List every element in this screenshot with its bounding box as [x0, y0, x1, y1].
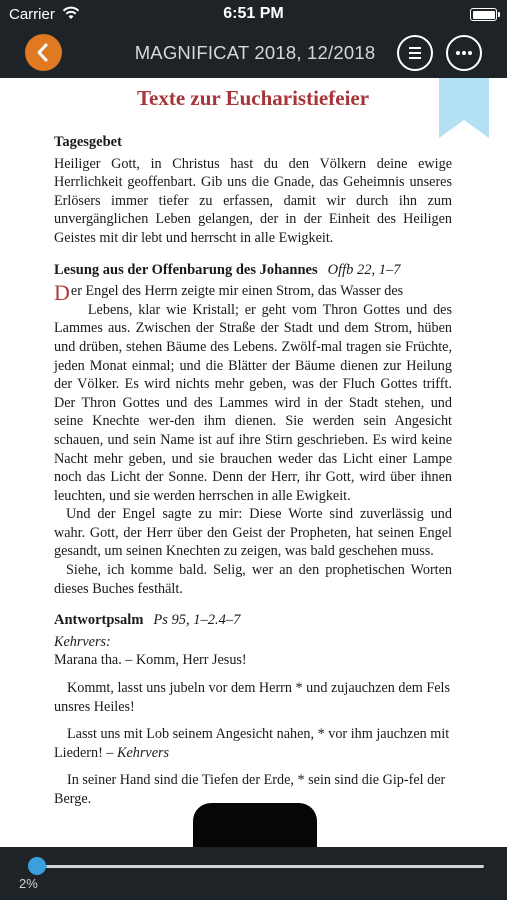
lesung-heading: Lesung aus der Offenbarung des Johannes	[54, 261, 318, 278]
kehrvers-text: Marana tha. – Komm, Herr Jesus!	[54, 652, 247, 669]
progress-percent: 2%	[19, 876, 38, 891]
psalm-verse: In seiner Hand sind die Tiefen der Erde, * sein sind die Gip-fel der Berge.	[54, 772, 446, 807]
lesung-paragraph-3: Siehe, ich komme bald. Selig, wer an den prophetischen Worten dieses Buches festhält.	[54, 562, 452, 597]
menu-button[interactable]	[397, 35, 433, 71]
list-icon	[399, 37, 431, 69]
drop-cap: D	[54, 280, 70, 306]
tagesgebet-section	[54, 133, 452, 248]
nav-bar	[0, 30, 507, 78]
reading-content	[54, 85, 452, 822]
section-heading: Tagesgebet	[54, 134, 122, 150]
lesung-reference: Offb 22, 1–7	[327, 261, 401, 278]
clock: 6:51 PM	[223, 5, 284, 22]
antwortpsalm-section	[54, 611, 452, 808]
section-heading	[54, 261, 452, 280]
kehrvers-label: Kehrvers:	[54, 633, 111, 650]
page-title: Texte zur Eucharistiefeier	[136, 86, 370, 110]
ellipsis-icon	[448, 37, 480, 69]
antwortpsalm-heading: Antwortpsalm	[54, 612, 144, 629]
progress-track[interactable]	[38, 865, 484, 868]
lesung-first-line	[54, 280, 452, 306]
lesung-first-line-text: er Engel des Herrn zeigte mir einen Strom, das Wasser des	[70, 283, 404, 300]
progress-bar-area	[0, 847, 507, 900]
psalm-verse-text: Lasst uns mit Lob seinem Angesicht nahen, * vor ihm jauchzen mit Liedern! –	[54, 726, 450, 761]
section-heading	[54, 611, 452, 630]
psalm-verse	[54, 725, 452, 762]
chevron-left-icon	[35, 43, 52, 62]
psalm-verse: Kommt, lasst uns jubeln vor dem Herrn * und zujauchzen dem Fels unsres Heiles!	[54, 680, 450, 715]
lesung-section	[54, 261, 452, 599]
lesung-paragraph-1	[54, 301, 452, 506]
page-title-nav: MAGNIFICAT 2018, 12/2018	[134, 42, 376, 63]
progress-knob[interactable]	[28, 857, 46, 875]
more-button[interactable]	[446, 35, 482, 71]
battery-icon	[470, 8, 497, 21]
lesung-paragraph-2: Und der Engel sagte zu mir: Diese Worte sind zuverlässig und wahr. Gott, der Herr über den Geist der Propheten, hat seinen Engel gesandt, um seinen Knechten zu zeigen, was bald geschehen muss.	[54, 506, 452, 560]
status-bar	[0, 0, 507, 30]
carrier-label: Carrier	[9, 6, 55, 23]
back-button[interactable]	[25, 34, 62, 71]
antwortpsalm-reference: Ps 95, 1–2.4–7	[153, 612, 241, 629]
lesung-paragraph-1-text: Lebens, klar wie Kristall; er geht vom Thron Gottes und des Lammes aus. Zwischen der Straße der Stadt und dem Strom, hüben und drüben, stehen Bäume des Lebens. Zwölf-mal tragen sie Früchte, jeden Monat einmal; und die Blätter der Bäume dienen zur Heilung der Völker. Es wird nichts mehr geben, was der Fluch Gottes trifft. Der Thron Gottes und des Lammes wird in der Stadt stehen, und seine Knechte wer-den ihm dienen. Sie werden sein Angesicht schauen, und sein Name ist auf ihre Stirn geschrieben. Es wird keine Nacht mehr geben, und sie brauchen weder das Licht einer Lampe noch das Licht der Sonne. Denn der Herr, ihr Gott, wird über ihnen leuchten, und sie werden herrschen in alle Ewigkeit.	[54, 301, 452, 504]
kehrvers-ref: Kehrvers	[117, 744, 170, 761]
tagesgebet-text: Heiliger Gott, in Christus hast du den Völkern deine ewige Herrlichkeit geoffenbart. Gib uns die Gnade, das Geheimnis unseres Erlösers immer tiefer zu erfassen, damit wir durch ihn zum unvergänglichen Leben gelangen, der in der Einheit des Heiligen Geistes mit dir lebt und herrscht in alle Ewigkeit.	[54, 155, 452, 246]
